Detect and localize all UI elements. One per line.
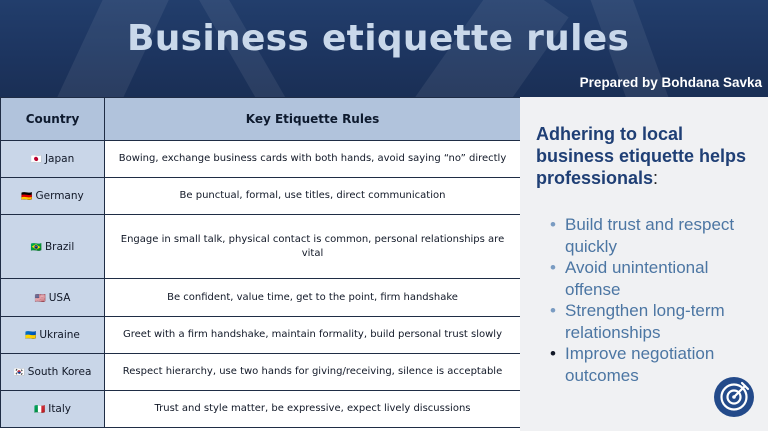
japan-flag-icon: 🇯🇵 — [30, 155, 42, 166]
country-name: South Korea — [27, 365, 92, 378]
country-cell — [1, 279, 105, 316]
list-item: • Strengthen long-term relationships — [550, 300, 764, 343]
etiquette-table — [0, 97, 521, 428]
benefits-heading-colon: : — [653, 168, 659, 188]
benefits-list — [550, 214, 764, 386]
list-item: • Build trust and respect quickly — [550, 214, 764, 257]
country-cell — [1, 353, 105, 390]
list-item: • Avoid unintentional offense — [550, 257, 764, 300]
country-name: USA — [48, 291, 71, 304]
rule-cell: Be confident, value time, get to the point, firm handshake — [105, 279, 521, 316]
benefits-heading — [536, 123, 762, 189]
country-cell — [1, 178, 105, 215]
title-banner — [0, 0, 768, 97]
table-row — [1, 141, 521, 178]
ukraine-flag-icon: 🇺🇦 — [25, 330, 37, 341]
rule-cell: Be punctual, formal, use titles, direct communication — [105, 178, 521, 215]
rule-cell: Respect hierarchy, use two hands for giving/receiving, silence is acceptable — [105, 353, 521, 390]
country-name: Brazil — [44, 240, 75, 253]
country-name: Germany — [35, 190, 84, 203]
usa-flag-icon: 🇺🇸 — [34, 293, 46, 304]
rule-cell: Greet with a firm handshake, maintain formality, build personal trust slowly — [105, 316, 521, 353]
list-item: • Improve negotiation outcomes — [550, 343, 764, 386]
author-credit: Prepared by Bohdana Savka — [579, 75, 762, 90]
column-header-country: Country — [1, 98, 105, 141]
italy-flag-icon: 🇮🇹 — [34, 404, 46, 415]
rule-cell: Bowing, exchange business cards with both hands, avoid saying “no” directly — [105, 141, 521, 178]
table-row — [1, 279, 521, 316]
country-name: Italy — [48, 402, 71, 415]
country-name: Ukraine — [39, 328, 80, 341]
table-row — [1, 390, 521, 427]
benefits-heading-text: Adhering to local business etiquette helps professionals — [536, 124, 747, 188]
target-icon — [713, 376, 755, 418]
germany-flag-icon: 🇩🇪 — [21, 192, 33, 203]
rule-cell: Trust and style matter, be expressive, expect lively discussions — [105, 390, 521, 427]
country-cell — [1, 141, 105, 178]
table-row — [1, 178, 521, 215]
south-korea-flag-icon: 🇰🇷 — [13, 367, 25, 378]
country-cell — [1, 390, 105, 427]
country-name: Japan — [44, 153, 75, 166]
rule-cell: Engage in small talk, physical contact is common, personal relationships are vital — [105, 215, 521, 279]
table-row — [1, 215, 521, 279]
country-cell — [1, 215, 105, 279]
table-row — [1, 316, 521, 353]
brazil-flag-icon: 🇧🇷 — [30, 242, 42, 253]
column-header-rules: Key Etiquette Rules — [105, 98, 521, 141]
country-cell — [1, 316, 105, 353]
table-header-row — [1, 98, 521, 141]
table-row — [1, 353, 521, 390]
page-title: Business etiquette rules — [127, 18, 630, 59]
